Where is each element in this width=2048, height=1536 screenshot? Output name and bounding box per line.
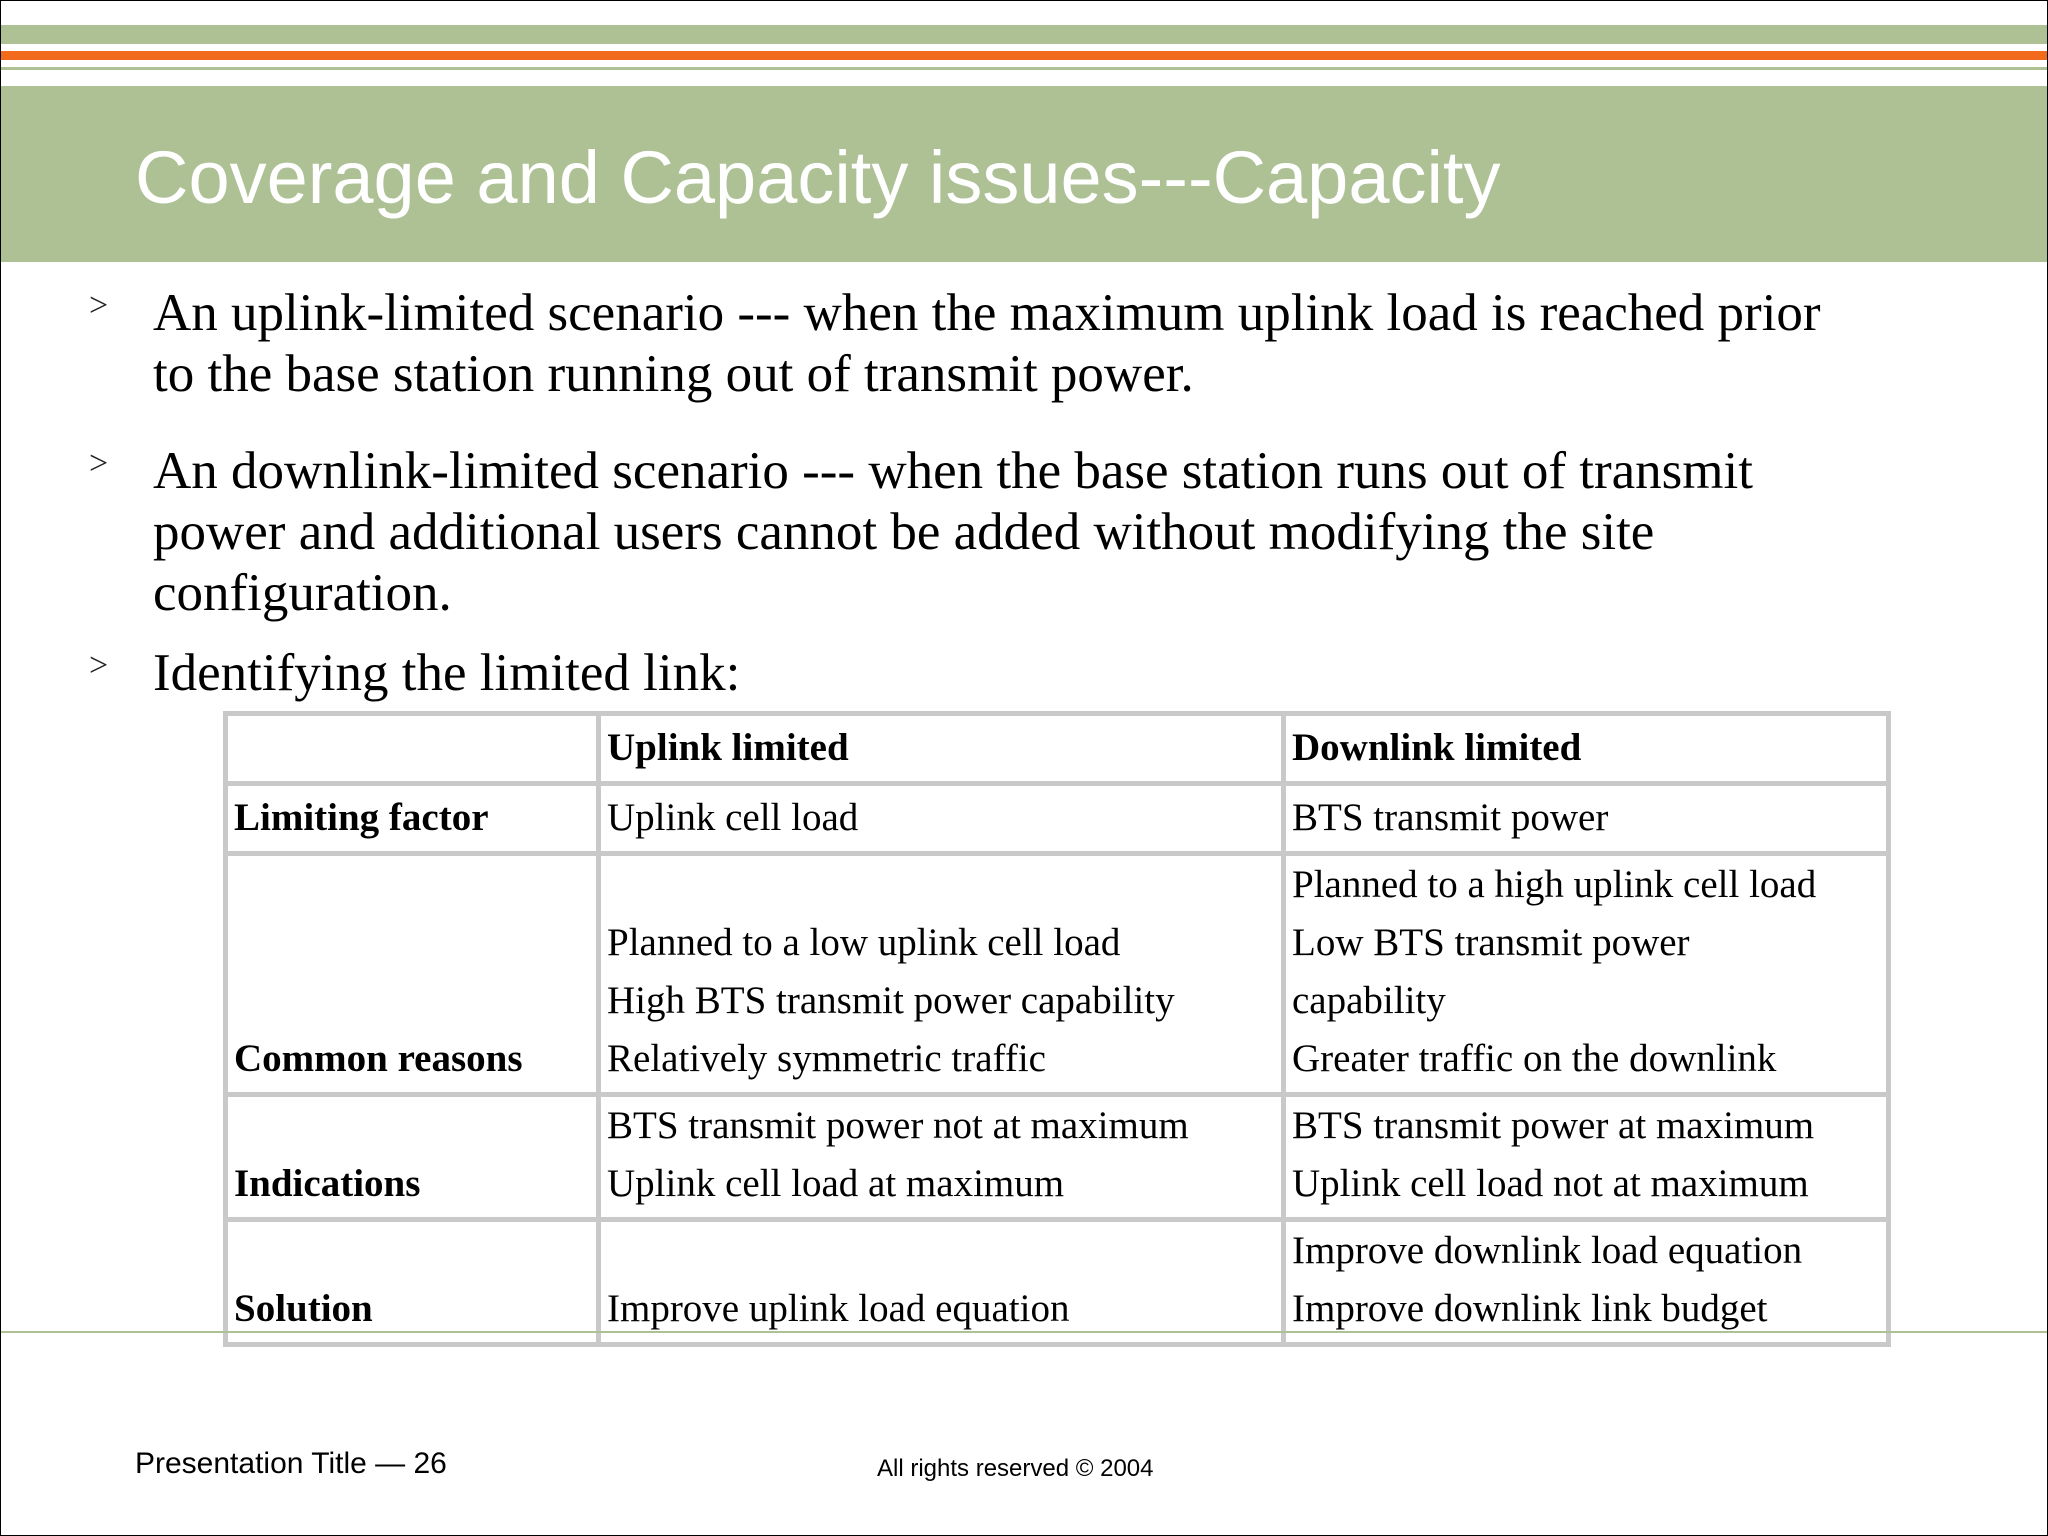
cell-line: Relatively symmetric traffic bbox=[607, 1037, 1046, 1080]
cell-downlink bbox=[1284, 784, 1889, 854]
bullet-marker-icon: > bbox=[89, 647, 109, 684]
cell-line: BTS transmit power not at maximum bbox=[607, 1104, 1189, 1147]
cell-line: capability bbox=[1292, 979, 1446, 1022]
bullet-line: Identifying the limited link: bbox=[153, 644, 741, 702]
table-row bbox=[226, 1220, 1889, 1345]
cell-line: BTS transmit power at maximum bbox=[1292, 1104, 1815, 1147]
footer-presentation-title: Presentation Title — 26 bbox=[135, 1447, 447, 1480]
bullet-marker-icon: > bbox=[89, 287, 109, 324]
bullet-line: An downlink-limited scenario --- when the base station runs out of transmit bbox=[153, 442, 1753, 500]
cell-line: Uplink cell load not at maximum bbox=[1292, 1162, 1809, 1205]
cell-line: Low BTS transmit power bbox=[1292, 921, 1690, 964]
bullet-text bbox=[153, 283, 2048, 405]
bullet-line: to the base station running out of transmit power. bbox=[153, 345, 1194, 403]
table-header-uplink: Uplink limited bbox=[599, 714, 1284, 784]
cell-uplink bbox=[599, 1095, 1284, 1220]
cell-line: Improve downlink load equation bbox=[1292, 1229, 1803, 1272]
top-thin-green-rule bbox=[1, 67, 2047, 70]
bullet-text bbox=[153, 441, 2048, 624]
cell-line: Planned to a low uplink cell load bbox=[607, 921, 1121, 964]
table-header-row bbox=[226, 714, 1889, 784]
cell-downlink bbox=[1284, 1095, 1889, 1220]
limited-link-table bbox=[223, 711, 1891, 1347]
cell-line: Greater traffic on the downlink bbox=[1292, 1037, 1777, 1080]
bullet-line: An uplink-limited scenario --- when the maximum uplink load is reached prior bbox=[153, 284, 1821, 342]
bullet-text bbox=[153, 643, 2048, 704]
cell-downlink bbox=[1284, 1220, 1889, 1345]
table-row bbox=[226, 784, 1889, 854]
cell-uplink bbox=[599, 1220, 1284, 1345]
cell-uplink bbox=[599, 854, 1284, 1095]
row-label-indications: Indications bbox=[226, 1095, 599, 1220]
row-label-solution: Solution bbox=[226, 1220, 599, 1345]
bullet-line: power and additional users cannot be added without modifying the site bbox=[153, 503, 1655, 561]
cell-line: High BTS transmit power capability bbox=[607, 979, 1175, 1022]
footer-divider bbox=[1, 1331, 2047, 1333]
top-orange-rule bbox=[1, 51, 2047, 60]
table-header-downlink: Downlink limited bbox=[1284, 714, 1889, 784]
cell-line: Improve uplink load equation bbox=[607, 1287, 1070, 1330]
cell-line: Improve downlink link budget bbox=[1292, 1287, 1768, 1330]
cell-downlink bbox=[1284, 854, 1889, 1095]
table-row bbox=[226, 854, 1889, 1095]
bullet-line: configuration. bbox=[153, 564, 452, 622]
bullet-marker-icon: > bbox=[89, 445, 109, 482]
top-green-rule bbox=[1, 25, 2047, 44]
table-row bbox=[226, 1095, 1889, 1220]
cell-line: Planned to a high uplink cell load bbox=[1292, 863, 1817, 906]
footer-copyright: All rights reserved © 2004 bbox=[877, 1455, 1154, 1482]
cell-line: Uplink cell load at maximum bbox=[607, 1162, 1065, 1205]
cell-uplink bbox=[599, 784, 1284, 854]
cell-line: Uplink cell load bbox=[607, 796, 859, 839]
cell-line: BTS transmit power bbox=[1292, 796, 1609, 839]
row-label-limiting-factor: Limiting factor bbox=[226, 784, 599, 854]
row-label-common-reasons: Common reasons bbox=[226, 854, 599, 1095]
table-header-empty bbox=[226, 714, 599, 784]
slide-title: Coverage and Capacity issues---Capacity bbox=[135, 136, 1501, 219]
